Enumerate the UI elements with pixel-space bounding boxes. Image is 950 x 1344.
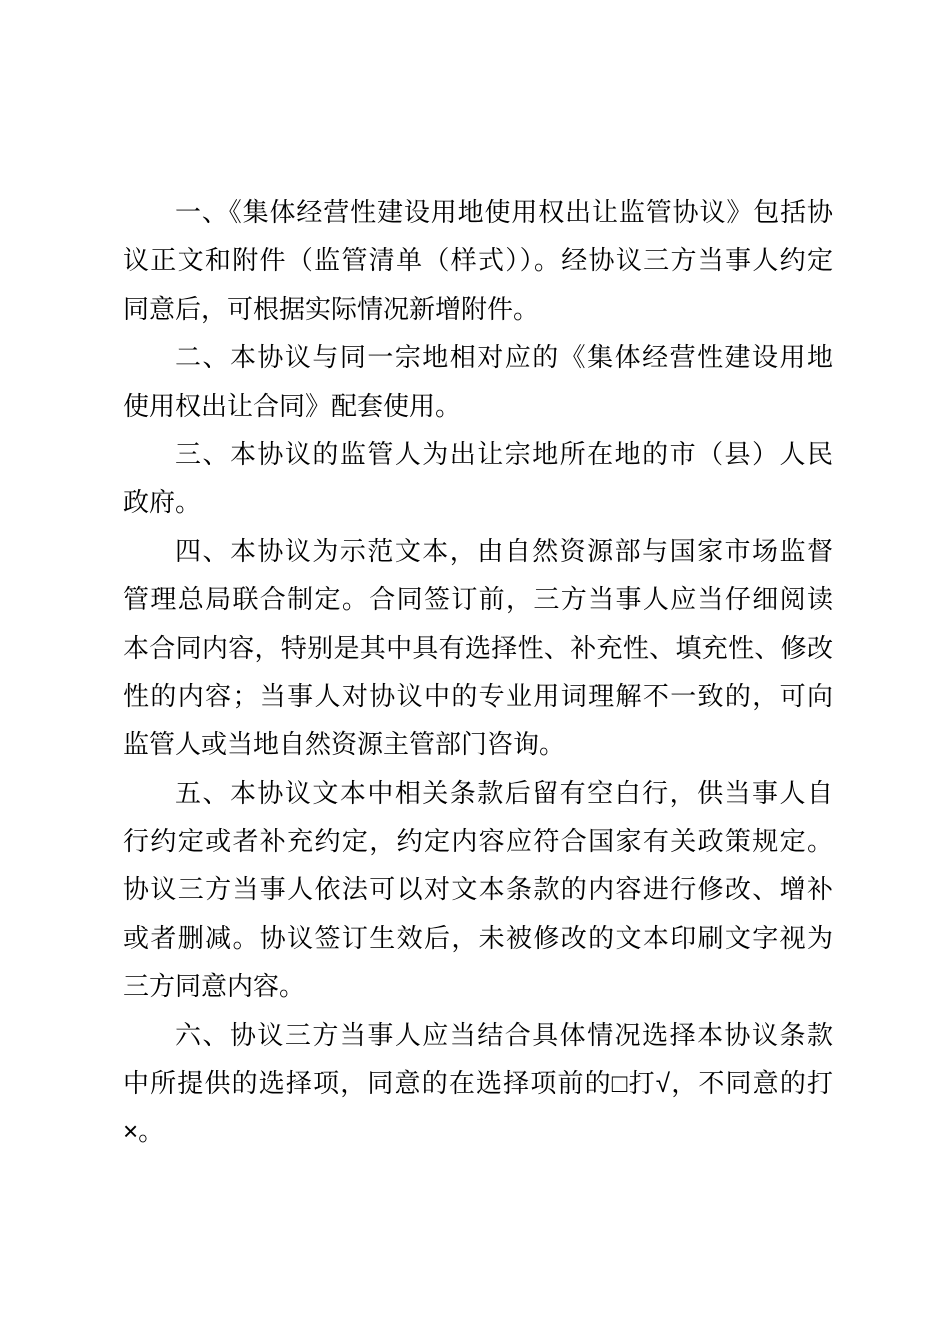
document-body — [123, 188, 833, 1156]
text-line: 议正文和附件（监管清单（样式））。经协议三方当事人约定 — [123, 245, 833, 276]
text-line: 或者删减。协议签订生效后，未被修改的文本印刷文字视为 — [123, 922, 833, 953]
text-line: 管理总局联合制定。合同签订前，三方当事人应当仔细阅读 — [123, 584, 833, 615]
text-line: 三方同意内容。 — [123, 971, 306, 1002]
text-line: 性的内容；当事人对协议中的专业用词理解不一致的，可向 — [123, 680, 833, 711]
text-line: 行约定或者补充约定，约定内容应符合国家有关政策规定。 — [123, 826, 833, 857]
text-line: 六、协议三方当事人应当结合具体情况选择本协议条款 — [175, 1019, 833, 1050]
text-line: 四、本协议为示范文本，由自然资源部与国家市场监督 — [175, 535, 833, 566]
paragraph-2 — [123, 333, 833, 430]
text-line: 政府。 — [123, 487, 202, 518]
text-line: 同意后，可根据实际情况新增附件。 — [123, 293, 540, 324]
paragraph-1 — [123, 188, 833, 333]
paragraph-4 — [123, 527, 833, 769]
text-line: 二、本协议与同一宗地相对应的《集体经营性建设用地 — [175, 342, 833, 373]
paragraph-6 — [123, 1011, 833, 1156]
text-line: 协议三方当事人依法可以对文本条款的内容进行修改、增补 — [123, 874, 833, 905]
text-line: 一、《集体经营性建设用地使用权出让监管协议》包括协 — [175, 197, 833, 227]
text-line: ×。 — [123, 1116, 165, 1147]
text-line: 中所提供的选择项，同意的在选择项前的□打√，不同意的打 — [123, 1068, 833, 1099]
text-line: 本合同内容，特别是其中具有选择性、补充性、填充性、修改 — [123, 632, 833, 663]
text-line: 五、本协议文本中相关条款后留有空白行，供当事人自 — [175, 777, 833, 808]
text-line: 使用权出让合同》配套使用。 — [123, 390, 462, 421]
paragraph-5 — [123, 769, 833, 1011]
text-line: 监管人或当地自然资源主管部门咨询。 — [123, 729, 566, 760]
paragraph-3 — [123, 430, 833, 527]
text-line: 三、本协议的监管人为出让宗地所在地的市（县）人民 — [175, 438, 833, 469]
